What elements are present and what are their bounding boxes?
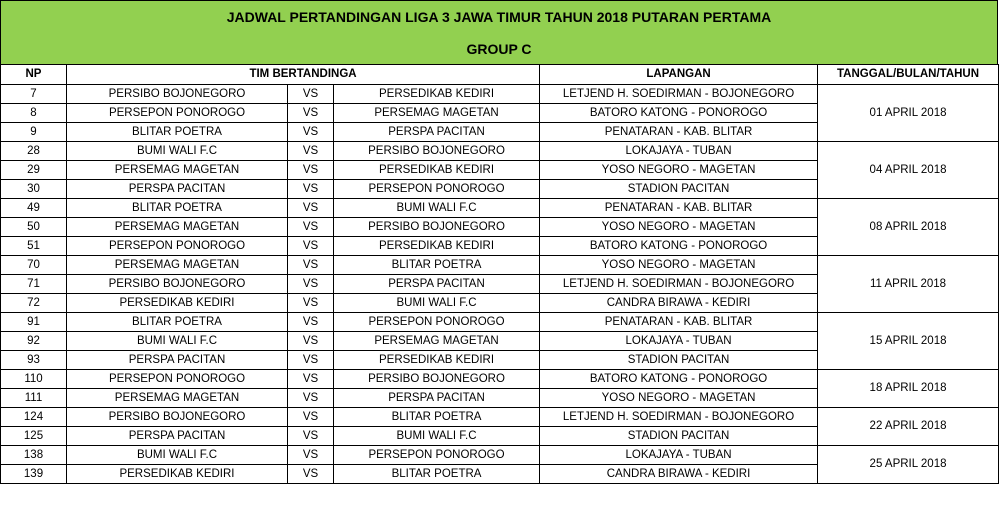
match-date: 18 APRIL 2018 (818, 370, 999, 408)
title-block (0, 0, 998, 64)
match-number: 124 (1, 408, 67, 427)
match-date: 08 APRIL 2018 (818, 199, 999, 256)
venue: YOSO NEGORO - MAGETAN (540, 389, 818, 408)
venue: STADION PACITAN (540, 427, 818, 446)
match-number: 70 (1, 256, 67, 275)
match-number: 49 (1, 199, 67, 218)
away-team: BUMI WALI F.C (334, 199, 540, 218)
match-number: 29 (1, 161, 67, 180)
venue: CANDRA BIRAWA - KEDIRI (540, 294, 818, 313)
match-number: 125 (1, 427, 67, 446)
away-team: BUMI WALI F.C (334, 427, 540, 446)
home-team: PERSEMAG MAGETAN (67, 389, 288, 408)
match-number: 72 (1, 294, 67, 313)
match-number: 138 (1, 446, 67, 465)
vs-label: VS (288, 389, 334, 408)
table-row (1, 370, 999, 389)
table-row (1, 85, 999, 104)
away-team: PERSIBO BOJONEGORO (334, 370, 540, 389)
header-row (1, 65, 999, 85)
away-team: PERSEDIKAB KEDIRI (334, 85, 540, 104)
venue: STADION PACITAN (540, 180, 818, 199)
venue: BATORO KATONG - PONOROGO (540, 104, 818, 123)
vs-label: VS (288, 104, 334, 123)
away-team: BLITAR POETRA (334, 256, 540, 275)
match-date: 25 APRIL 2018 (818, 446, 999, 484)
away-team: PERSEDIKAB KEDIRI (334, 237, 540, 256)
home-team: PERSIBO BOJONEGORO (67, 275, 288, 294)
home-team: PERSEDIKAB KEDIRI (67, 465, 288, 484)
home-team: BUMI WALI F.C (67, 446, 288, 465)
header-date: TANGGAL/BULAN/TAHUN (818, 65, 999, 85)
home-team: PERSPA PACITAN (67, 180, 288, 199)
home-team: PERSIBO BOJONEGORO (67, 85, 288, 104)
venue: CANDRA BIRAWA - KEDIRI (540, 465, 818, 484)
venue: PENATARAN - KAB. BLITAR (540, 123, 818, 142)
home-team: PERSEMAG MAGETAN (67, 218, 288, 237)
venue: LETJEND H. SOEDIRMAN - BOJONEGORO (540, 408, 818, 427)
venue: STADION PACITAN (540, 351, 818, 370)
match-number: 8 (1, 104, 67, 123)
match-date: 15 APRIL 2018 (818, 313, 999, 370)
home-team: PERSPA PACITAN (67, 427, 288, 446)
header-teams: TIM BERTANDINGA (67, 65, 540, 85)
vs-label: VS (288, 161, 334, 180)
away-team: PERSPA PACITAN (334, 389, 540, 408)
venue: LOKAJAYA - TUBAN (540, 446, 818, 465)
table-row (1, 408, 999, 427)
vs-label: VS (288, 370, 334, 389)
away-team: BUMI WALI F.C (334, 294, 540, 313)
away-team: BLITAR POETRA (334, 408, 540, 427)
venue: LOKAJAYA - TUBAN (540, 142, 818, 161)
venue: YOSO NEGORO - MAGETAN (540, 256, 818, 275)
match-number: 50 (1, 218, 67, 237)
venue: LETJEND H. SOEDIRMAN - BOJONEGORO (540, 275, 818, 294)
away-team: PERSPA PACITAN (334, 275, 540, 294)
vs-label: VS (288, 465, 334, 484)
table-row (1, 199, 999, 218)
vs-label: VS (288, 85, 334, 104)
group-label: GROUP C (466, 41, 532, 57)
vs-label: VS (288, 180, 334, 199)
away-team: PERSEPON PONOROGO (334, 313, 540, 332)
venue: BATORO KATONG - PONOROGO (540, 237, 818, 256)
home-team: PERSPA PACITAN (67, 351, 288, 370)
venue: LOKAJAYA - TUBAN (540, 332, 818, 351)
header-np: NP (1, 65, 67, 85)
home-team: BLITAR POETRA (67, 123, 288, 142)
home-team: BLITAR POETRA (67, 199, 288, 218)
match-number: 51 (1, 237, 67, 256)
match-number: 93 (1, 351, 67, 370)
match-number: 71 (1, 275, 67, 294)
away-team: PERSPA PACITAN (334, 123, 540, 142)
home-team: PERSEPON PONOROGO (67, 370, 288, 389)
sheet-title: JADWAL PERTANDINGAN LIGA 3 JAWA TIMUR TAHUN 2018 PUTARAN PERTAMA (226, 9, 772, 25)
vs-label: VS (288, 351, 334, 370)
match-date: 04 APRIL 2018 (818, 142, 999, 199)
home-team: PERSEMAG MAGETAN (67, 161, 288, 180)
match-number: 139 (1, 465, 67, 484)
vs-label: VS (288, 313, 334, 332)
table-row (1, 446, 999, 465)
home-team: PERSEPON PONOROGO (67, 104, 288, 123)
schedule-table (0, 64, 999, 484)
vs-label: VS (288, 446, 334, 465)
home-team: BUMI WALI F.C (67, 142, 288, 161)
home-team: PERSEDIKAB KEDIRI (67, 294, 288, 313)
match-date: 22 APRIL 2018 (818, 408, 999, 446)
away-team: PERSIBO BOJONEGORO (334, 142, 540, 161)
home-team: PERSIBO BOJONEGORO (67, 408, 288, 427)
match-number: 91 (1, 313, 67, 332)
away-team: PERSEPON PONOROGO (334, 446, 540, 465)
vs-label: VS (288, 142, 334, 161)
away-team: PERSEMAG MAGETAN (334, 332, 540, 351)
venue: BATORO KATONG - PONOROGO (540, 370, 818, 389)
table-row (1, 142, 999, 161)
away-team: PERSIBO BOJONEGORO (334, 218, 540, 237)
match-number: 30 (1, 180, 67, 199)
vs-label: VS (288, 199, 334, 218)
match-date: 01 APRIL 2018 (818, 85, 999, 142)
home-team: PERSEMAG MAGETAN (67, 256, 288, 275)
venue: LETJEND H. SOEDIRMAN - BOJONEGORO (540, 85, 818, 104)
vs-label: VS (288, 332, 334, 351)
vs-label: VS (288, 427, 334, 446)
vs-label: VS (288, 294, 334, 313)
home-team: BLITAR POETRA (67, 313, 288, 332)
vs-label: VS (288, 256, 334, 275)
vs-label: VS (288, 275, 334, 294)
match-number: 110 (1, 370, 67, 389)
match-number: 111 (1, 389, 67, 408)
away-team: PERSEPON PONOROGO (334, 180, 540, 199)
schedule-body (1, 85, 999, 484)
away-team: PERSEDIKAB KEDIRI (334, 161, 540, 180)
match-number: 7 (1, 85, 67, 104)
venue: YOSO NEGORO - MAGETAN (540, 218, 818, 237)
match-number: 92 (1, 332, 67, 351)
away-team: PERSEDIKAB KEDIRI (334, 351, 540, 370)
match-number: 9 (1, 123, 67, 142)
venue: PENATARAN - KAB. BLITAR (540, 199, 818, 218)
vs-label: VS (288, 123, 334, 142)
vs-label: VS (288, 237, 334, 256)
venue: PENATARAN - KAB. BLITAR (540, 313, 818, 332)
venue: YOSO NEGORO - MAGETAN (540, 161, 818, 180)
away-team: PERSEMAG MAGETAN (334, 104, 540, 123)
match-date: 11 APRIL 2018 (818, 256, 999, 313)
table-row (1, 313, 999, 332)
home-team: PERSEPON PONOROGO (67, 237, 288, 256)
header-venue: LAPANGAN (540, 65, 818, 85)
vs-label: VS (288, 408, 334, 427)
table-row (1, 256, 999, 275)
away-team: BLITAR POETRA (334, 465, 540, 484)
match-number: 28 (1, 142, 67, 161)
home-team: BUMI WALI F.C (67, 332, 288, 351)
vs-label: VS (288, 218, 334, 237)
